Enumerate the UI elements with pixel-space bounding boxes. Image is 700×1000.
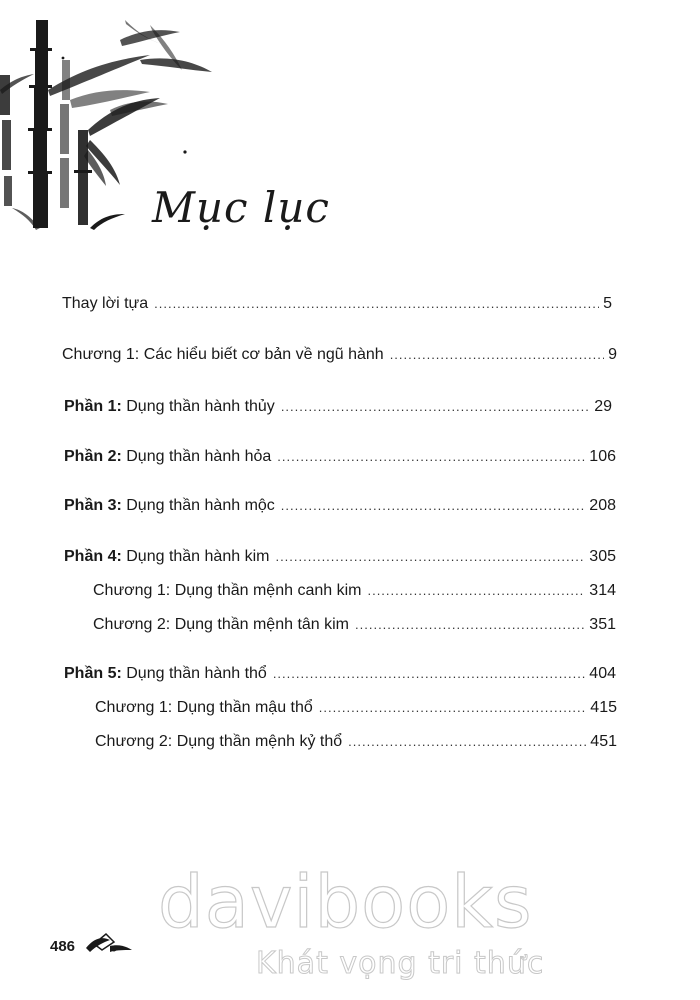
page-number: 486 xyxy=(50,938,76,955)
watermark-slogan: Khát vọng tri thức xyxy=(256,946,545,981)
toc-page-number: 5 xyxy=(603,295,612,312)
toc-leader-dots xyxy=(281,396,590,418)
toc-entry-label: Phần 4: Dụng thần hành kim xyxy=(64,548,270,565)
toc-leader-dots xyxy=(273,663,585,685)
toc-leader-dots xyxy=(281,495,586,517)
toc-leader-dots xyxy=(348,731,586,753)
toc-page-number: 29 xyxy=(594,398,612,415)
toc-entry[interactable] xyxy=(93,614,616,636)
toc-entry-label: Chương 1: Dụng thần mậu thổ xyxy=(95,699,313,716)
toc-page-number: 351 xyxy=(589,616,616,633)
toc-leader-dots xyxy=(367,580,585,602)
toc-page-number: 9 xyxy=(608,346,617,363)
toc-entry[interactable] xyxy=(62,344,617,366)
toc-entry-label: Phần 3: Dụng thần hành mộc xyxy=(64,497,275,514)
toc-entry[interactable] xyxy=(64,663,616,685)
toc-page-number: 314 xyxy=(589,582,616,599)
toc-page-number: 415 xyxy=(590,699,617,716)
toc-entry[interactable] xyxy=(64,446,616,468)
toc-entry[interactable] xyxy=(93,580,616,602)
toc-entry-label: Chương 1: Dụng thần mệnh canh kim xyxy=(93,582,362,599)
toc-entry-label: Thay lời tựa xyxy=(62,295,149,312)
page-title: Mục lục xyxy=(152,183,330,232)
toc-page-number: 404 xyxy=(589,665,616,682)
toc-entry[interactable] xyxy=(62,293,612,315)
toc-leader-dots xyxy=(390,344,604,366)
toc-entry-label: Phần 2: Dụng thần hành hỏa xyxy=(64,448,272,465)
toc-leader-dots xyxy=(275,546,585,568)
toc-page-number: 451 xyxy=(590,733,617,750)
toc-entry[interactable] xyxy=(95,731,617,753)
toc-entry-label: Phần 1: Dụng thần hành thủy xyxy=(64,398,275,415)
ink-ornament-icon xyxy=(84,930,134,956)
toc-entry-label: Chương 2: Dụng thần mệnh tân kim xyxy=(93,616,350,633)
toc-entry[interactable] xyxy=(64,495,616,517)
toc-leader-dots xyxy=(277,446,585,468)
toc-entry[interactable] xyxy=(64,396,612,418)
toc-entry[interactable] xyxy=(95,697,617,719)
toc-leader-dots xyxy=(355,614,585,636)
toc-leader-dots xyxy=(319,697,587,719)
watermark-brand: davibooks xyxy=(158,860,533,944)
toc-page-number: 305 xyxy=(589,548,616,565)
toc-entry-label: Phần 5: Dụng thần hành thổ xyxy=(64,665,267,682)
toc-entry-label: Chương 1: Các hiểu biết cơ bản về ngũ hành xyxy=(62,346,384,363)
toc-page-number: 106 xyxy=(589,448,616,465)
toc-leader-dots xyxy=(154,293,599,315)
toc-entry-label: Chương 2: Dụng thần mệnh kỷ thổ xyxy=(95,733,343,750)
toc-entry[interactable] xyxy=(64,546,616,568)
toc-page-number: 208 xyxy=(589,497,616,514)
